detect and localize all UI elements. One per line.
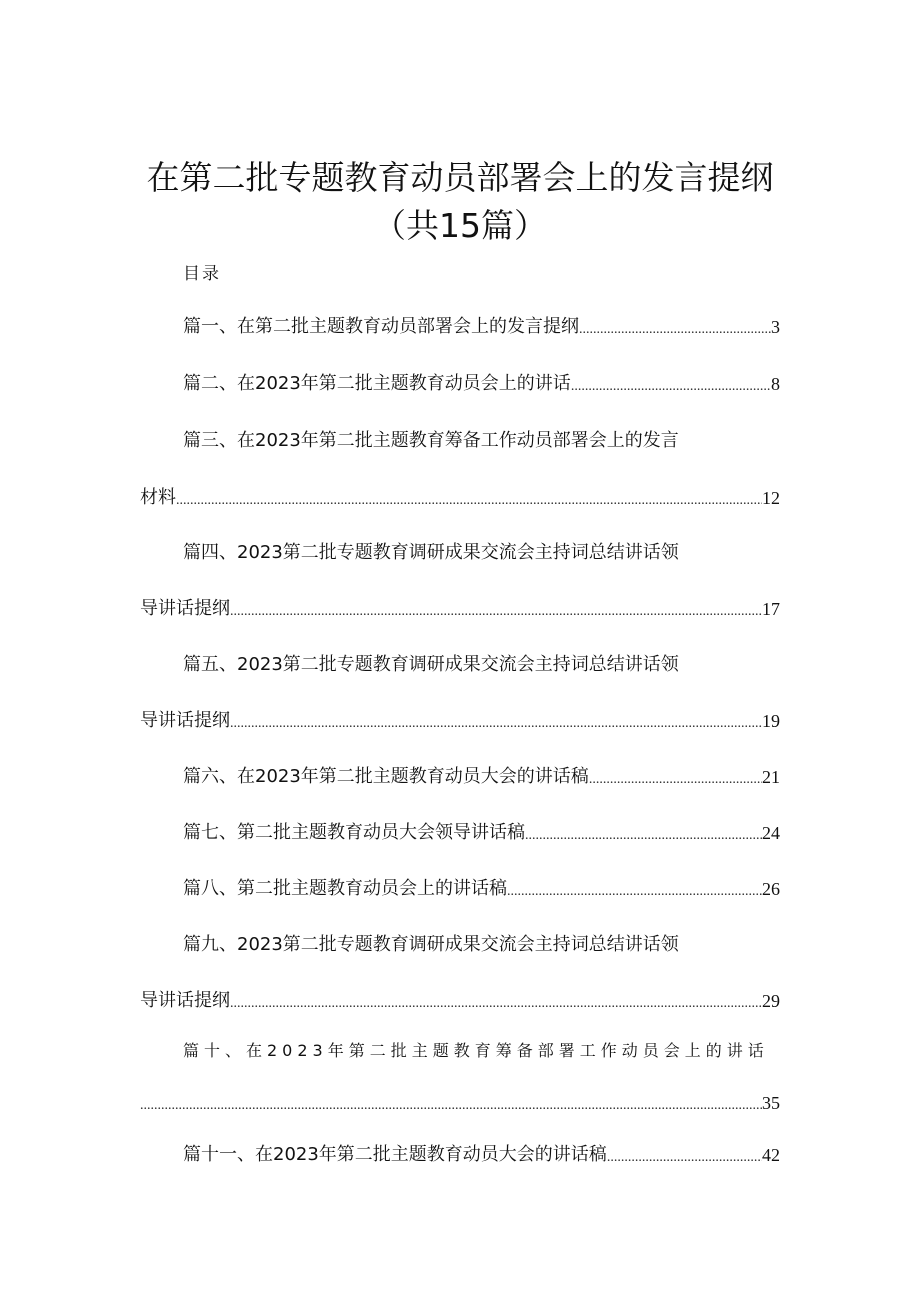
toc-page-number: 19 bbox=[762, 711, 780, 731]
toc-entry-11[interactable] bbox=[183, 1140, 780, 1170]
toc-entry-10-cont[interactable] bbox=[140, 1088, 780, 1118]
toc-page-number: 26 bbox=[762, 879, 780, 899]
toc-entry-8[interactable] bbox=[183, 874, 780, 904]
toc-entry-5-cont[interactable] bbox=[140, 706, 780, 736]
toc-page-number: 35 bbox=[762, 1093, 780, 1113]
toc-entry-3-cont[interactable] bbox=[140, 483, 780, 513]
toc-entry-1[interactable] bbox=[183, 312, 780, 342]
toc-page-number: 42 bbox=[762, 1145, 780, 1165]
toc-entry-title-cont: 导讲话提纲 bbox=[140, 990, 230, 1011]
toc-entry-title: 篇十、在2023年第二批主题教育筹备部署工作动员会上的讲话 bbox=[183, 1041, 769, 1060]
toc-entry-2[interactable] bbox=[183, 369, 780, 399]
toc-label: 目录 bbox=[183, 264, 221, 284]
page-title: 在第二批专题教育动员部署会上的发言提纲（共15篇） bbox=[146, 158, 774, 246]
toc-leader-dots bbox=[230, 600, 762, 624]
toc-entry-9-cont[interactable] bbox=[140, 986, 780, 1016]
toc-leader-dots bbox=[525, 824, 762, 848]
toc-page-number: 17 bbox=[762, 599, 780, 619]
toc-entry-title: 篇十一、在2023年第二批主题教育动员大会的讲话稿 bbox=[183, 1144, 607, 1165]
toc-entry-title: 篇七、第二批主题教育动员大会领导讲话稿 bbox=[183, 822, 525, 843]
toc-leader-dots bbox=[230, 992, 762, 1016]
toc-entry-10[interactable] bbox=[183, 1036, 780, 1066]
toc-page-number: 3 bbox=[771, 317, 780, 337]
toc-entry-7[interactable] bbox=[183, 818, 780, 848]
toc-leader-dots bbox=[589, 768, 762, 792]
toc-entry-6[interactable] bbox=[183, 762, 780, 792]
toc-leader-dots bbox=[607, 1146, 762, 1170]
toc-leader-dots bbox=[176, 489, 762, 513]
toc-entry-title: 篇三、在2023年第二批主题教育筹备工作动员部署会上的发言 bbox=[183, 430, 679, 451]
toc-entry-title: 篇五、2023第二批专题教育调研成果交流会主持词总结讲话领 bbox=[183, 654, 679, 675]
toc-entry-4-cont[interactable] bbox=[140, 594, 780, 624]
toc-entry-title: 篇九、2023第二批专题教育调研成果交流会主持词总结讲话领 bbox=[183, 934, 679, 955]
toc-entry-title: 篇四、2023第二批专题教育调研成果交流会主持词总结讲话领 bbox=[183, 542, 679, 563]
toc-page-number: 24 bbox=[762, 823, 780, 843]
toc-entry-3[interactable] bbox=[183, 426, 780, 456]
toc-leader-dots bbox=[507, 880, 762, 904]
toc-leader-dots bbox=[571, 375, 771, 399]
toc-entry-title: 篇二、在2023年第二批主题教育动员会上的讲话 bbox=[183, 373, 571, 394]
toc-page-number: 21 bbox=[762, 767, 780, 787]
toc-entry-title: 篇一、在第二批主题教育动员部署会上的发言提纲 bbox=[183, 316, 579, 337]
toc-entry-5[interactable] bbox=[183, 650, 780, 680]
toc-entry-title: 篇六、在2023年第二批主题教育动员大会的讲话稿 bbox=[183, 766, 589, 787]
toc-entry-title: 篇八、第二批主题教育动员会上的讲话稿 bbox=[183, 878, 507, 899]
toc-page-number: 29 bbox=[762, 991, 780, 1011]
toc-leader-dots bbox=[230, 712, 762, 736]
toc-entry-9[interactable] bbox=[183, 930, 780, 960]
toc-entry-title-cont: 导讲话提纲 bbox=[140, 598, 230, 619]
toc-leader-dots bbox=[579, 318, 771, 342]
toc-entry-title-cont: 材料 bbox=[140, 487, 176, 508]
toc-entry-title-cont: 导讲话提纲 bbox=[140, 710, 230, 731]
toc-page-number: 8 bbox=[771, 374, 780, 394]
toc-entry-4[interactable] bbox=[183, 538, 780, 568]
toc-leader-dots bbox=[140, 1094, 762, 1118]
toc-page-number: 12 bbox=[762, 488, 780, 508]
